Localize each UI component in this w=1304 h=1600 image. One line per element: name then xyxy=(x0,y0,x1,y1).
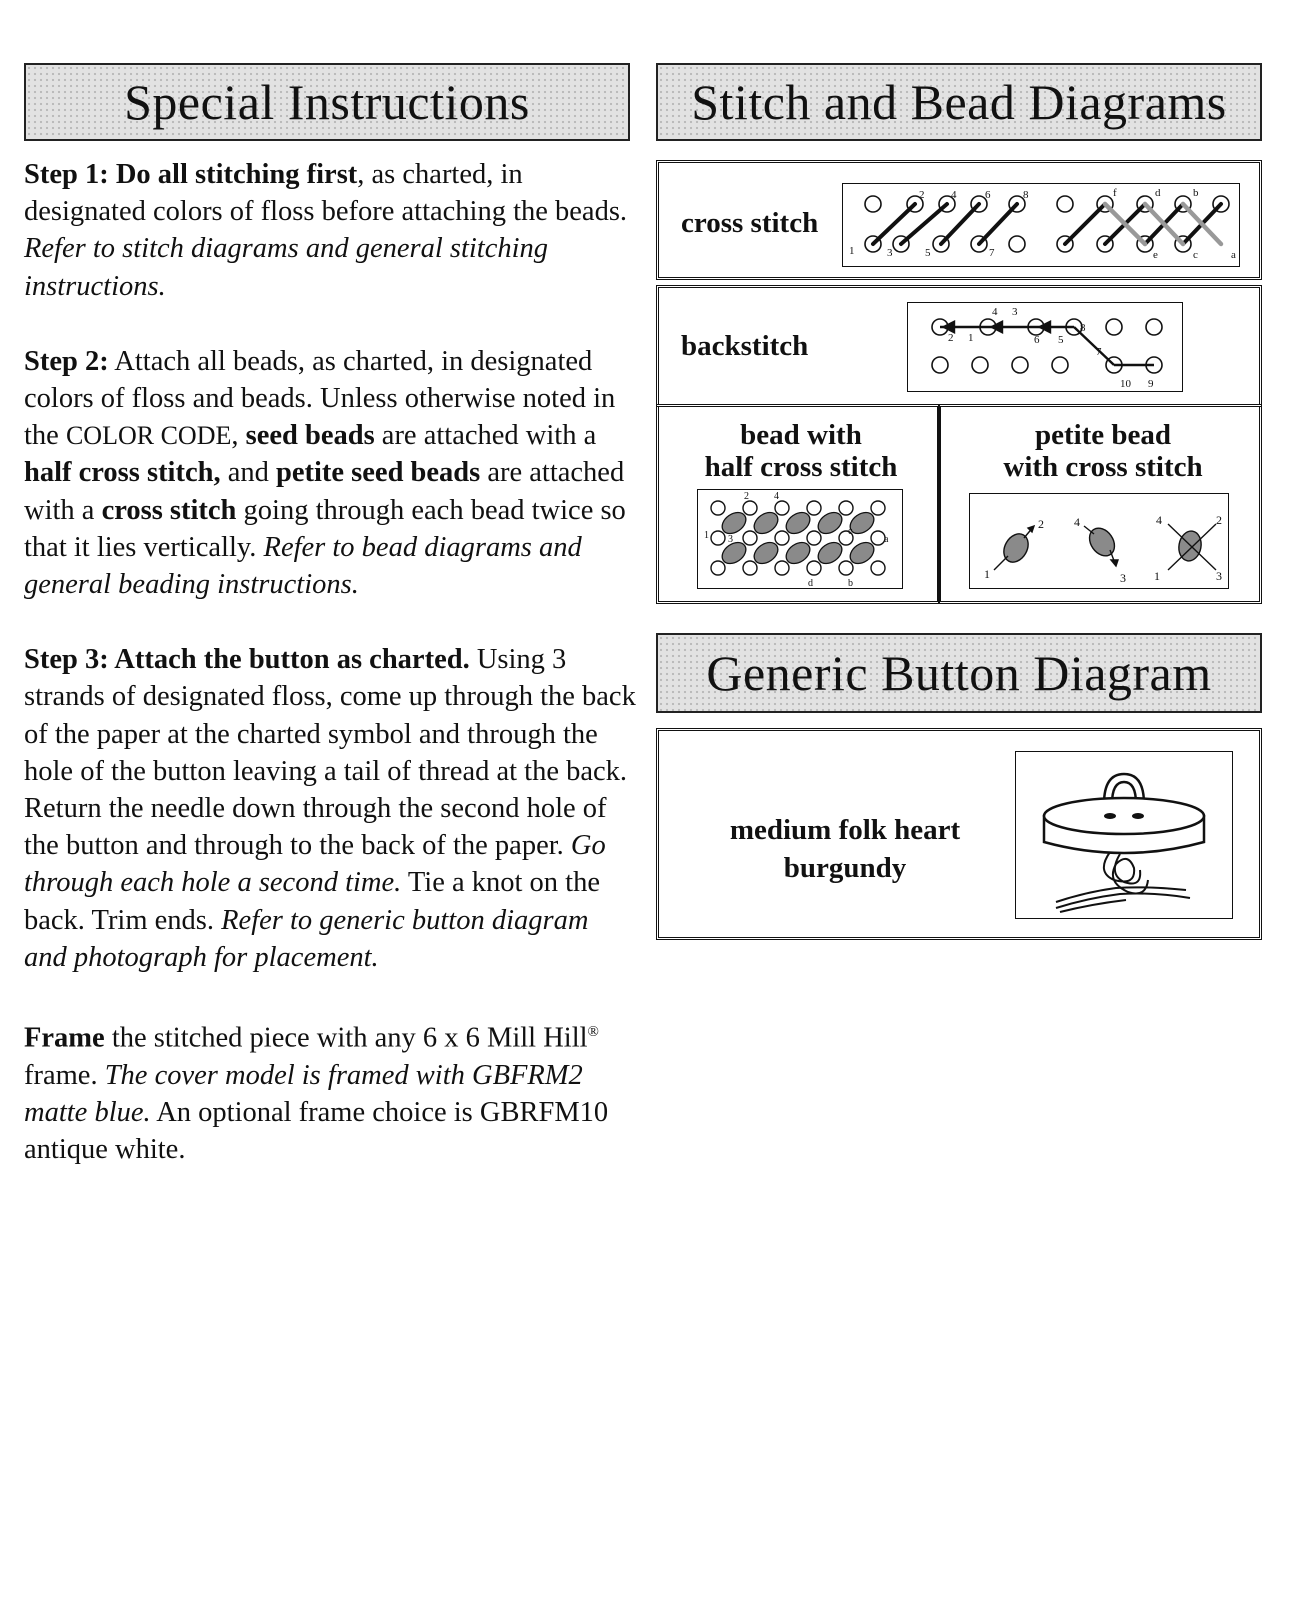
bead-num: 1 xyxy=(704,530,709,541)
instructions-text xyxy=(24,156,636,1206)
bead-num: 3 xyxy=(728,534,733,545)
step-3-text-1: Using 3 strands of designated floss, come up through the back of the paper at the charted symbol and through the hole of the button leaving a tail of thread at the back. Return the needle down through the second hole of the button and through to the back of the paper. xyxy=(24,644,636,862)
stitch-bead-diagrams-banner xyxy=(656,63,1262,141)
cross-num: 1 xyxy=(849,245,855,257)
registered-mark: ® xyxy=(587,1024,599,1041)
back-num: 5 xyxy=(1058,334,1064,346)
frame-note xyxy=(24,1014,636,1168)
step-1-italic: Refer to stitch diagrams and general stitching instructions. xyxy=(24,233,549,302)
button-label-2: burgundy xyxy=(783,852,907,884)
petite-bead-svg xyxy=(970,494,1228,588)
stitch-bead-diagrams-heading: Stitch and Bead Diagrams xyxy=(691,74,1227,130)
step-2-text-3: are attached with a xyxy=(374,420,597,452)
cross-num: 3 xyxy=(887,247,893,259)
petite-bead-diagram xyxy=(969,493,1229,589)
step-2-text-5: are attached with a xyxy=(24,457,625,526)
petite-num: 3 xyxy=(1120,571,1126,585)
step-2-lead: Step 2: xyxy=(24,345,109,377)
petite-num: 2 xyxy=(1038,517,1044,531)
step-2-italic: Refer to bead diagrams and general beading instructions. xyxy=(24,531,582,601)
backstitch-diagram xyxy=(907,302,1183,392)
special-instructions-heading: Special Instructions xyxy=(124,74,530,130)
bead-num: 4 xyxy=(774,491,779,502)
bead-num: 2 xyxy=(744,491,749,502)
step-1 xyxy=(24,156,636,305)
petite-bead-label-1: petite bead xyxy=(1034,419,1172,451)
step-3-italic-2: Refer to generic button diagram and photograph for placement. xyxy=(24,904,589,973)
step-2 xyxy=(24,343,636,603)
frame-text-3: An optional frame choice is GBRFM10 antique white. xyxy=(24,1096,609,1166)
petite-num: 3 xyxy=(1216,569,1222,583)
bead-half-cross-label xyxy=(659,419,943,483)
cross-num: 7 xyxy=(989,247,995,259)
cross-num: 4 xyxy=(951,189,957,201)
bead-half-cross-box xyxy=(656,404,940,604)
cross-stitch-term: cross stitch xyxy=(101,494,237,526)
button-svg xyxy=(1016,752,1232,918)
back-num: 1 xyxy=(968,332,974,344)
bead-num: a xyxy=(884,534,889,545)
button-label-1: medium folk heart xyxy=(729,814,961,846)
bead-num: b xyxy=(848,578,853,588)
cross-stitch-svg xyxy=(843,184,1239,266)
backstitch-svg xyxy=(908,303,1182,391)
step-2-text-6: going through each bead twice so that it lies vertically. xyxy=(24,494,626,563)
bead-half-cross-svg xyxy=(698,490,902,588)
bead-num: d xyxy=(808,578,813,588)
petite-num: 1 xyxy=(1154,569,1160,583)
step-1-text: , as charted, in designated colors of floss before attaching the beads. xyxy=(24,159,628,228)
backstitch-label: backstitch xyxy=(681,330,809,362)
petite-num: 2 xyxy=(1216,513,1222,527)
seed-beads-term: seed beads xyxy=(245,420,375,452)
step-2-text-4: and xyxy=(220,457,276,489)
petite-num: 4 xyxy=(1156,513,1162,527)
cross-num: 6 xyxy=(985,189,991,201)
half-cross-stitch-term: half cross stitch, xyxy=(24,457,221,489)
cross-letter: b xyxy=(1193,187,1199,199)
step-2-text-2: , xyxy=(231,420,246,452)
step-1-lead: Step 1: Do all stitching first xyxy=(24,159,358,190)
step-3-text-2: Tie a knot on the back. Trim ends. xyxy=(24,867,601,936)
back-num: 7 xyxy=(1096,346,1102,358)
bead-num: c xyxy=(848,526,853,537)
back-num: 4 xyxy=(992,306,998,318)
frame-text-1: the stitched piece with any 6 x 6 Mill Hill xyxy=(104,1022,588,1054)
petite-bead-box xyxy=(938,404,1262,604)
cross-letter: d xyxy=(1155,187,1161,199)
cross-letter: c xyxy=(1193,249,1198,261)
color-code-ref: COLOR CODE xyxy=(65,421,232,451)
back-num: 6 xyxy=(1034,334,1040,346)
cross-stitch-box xyxy=(656,160,1262,280)
cross-num: 5 xyxy=(925,247,931,259)
petite-num: 1 xyxy=(984,567,990,581)
frame-text-2: frame. xyxy=(24,1059,105,1091)
cross-letter: f xyxy=(1113,187,1117,199)
cross-num: 2 xyxy=(919,189,925,201)
frame-lead: Frame xyxy=(24,1022,105,1054)
back-num: 3 xyxy=(1012,306,1018,318)
back-num: 10 xyxy=(1120,378,1131,390)
generic-button-banner xyxy=(656,633,1262,713)
special-instructions-banner xyxy=(24,63,630,141)
button-box xyxy=(656,728,1262,940)
bead-half-cross-diagram xyxy=(697,489,903,589)
button-label xyxy=(705,811,985,887)
step-3-lead: Step 3: Attach the button as charted. xyxy=(24,644,470,676)
step-3-italic-1: Go through each hole a second time. xyxy=(24,830,606,899)
petite-bead-label xyxy=(941,419,1265,483)
back-num: 2 xyxy=(948,332,954,344)
bead-half-cross-label-2: half cross stitch xyxy=(704,451,898,483)
step-3 xyxy=(24,641,636,976)
back-num: 9 xyxy=(1148,378,1154,390)
cross-letter: a xyxy=(1231,249,1236,261)
generic-button-heading: Generic Button Diagram xyxy=(706,645,1212,701)
petite-num: 4 xyxy=(1074,515,1080,529)
petite-bead-label-2: with cross stitch xyxy=(1003,451,1203,483)
bead-half-cross-label-1: bead with xyxy=(740,419,862,451)
frame-italic: The cover model is framed with GBFRM2 matte blue. xyxy=(24,1059,583,1128)
cross-letter: e xyxy=(1153,249,1158,261)
cross-stitch-diagram xyxy=(842,183,1240,267)
petite-seed-beads-term: petite seed beads xyxy=(276,457,481,489)
cross-stitch-label: cross stitch xyxy=(681,207,819,239)
backstitch-box xyxy=(656,285,1262,407)
button-diagram xyxy=(1015,751,1233,919)
step-2-text-1: Attach all beads, as charted, in designated colors of floss and beads. Unless otherwise noted in the xyxy=(24,345,616,452)
cross-num: 8 xyxy=(1023,189,1029,201)
back-num: 8 xyxy=(1080,322,1086,334)
